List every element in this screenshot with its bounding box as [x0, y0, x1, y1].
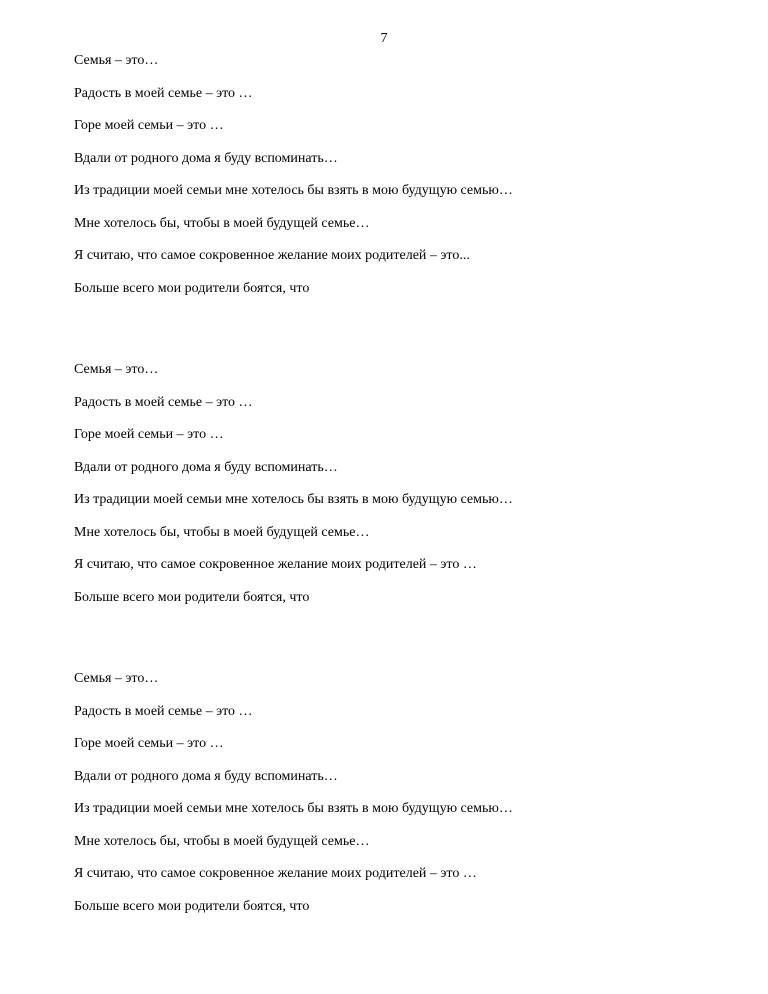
prompt-line: Я считаю, что самое сокровенное желание моих родителей – это...	[74, 248, 470, 263]
questionnaire-block-1	[74, 52, 714, 298]
prompt-line: Я считаю, что самое сокровенное желание моих родителей – это …	[74, 557, 477, 572]
prompt-line: Больше всего мои родители боятся, что	[74, 280, 310, 296]
prompt-line: Мне хотелось бы, чтобы в моей будущей семье…	[74, 215, 370, 231]
prompt-line: Радость в моей семье – это …	[74, 85, 253, 101]
prompt-line: Семья – это…	[74, 671, 159, 686]
questionnaire-block-3	[74, 670, 714, 916]
prompt-line: Из традиции моей семьи мне хотелось бы взять в мою будущую семью…	[74, 801, 513, 816]
prompt-line: Вдали от родного дома я буду вспоминать…	[74, 768, 338, 784]
prompt-line: Семья – это…	[74, 362, 159, 377]
prompt-line: Мне хотелось бы, чтобы в моей будущей семье…	[74, 524, 370, 540]
prompt-line: Горе моей семьи – это …	[74, 118, 224, 133]
prompt-line: Я считаю, что самое сокровенное желание моих родителей – это …	[74, 866, 477, 881]
prompt-line: Семья – это…	[74, 53, 159, 68]
prompt-line: Вдали от родного дома я буду вспоминать…	[74, 150, 338, 166]
prompt-line: Из традиции моей семьи мне хотелось бы взять в мою будущую семью…	[74, 183, 513, 198]
prompt-line: Радость в моей семье – это …	[74, 703, 253, 719]
questionnaire-block-2	[74, 361, 714, 607]
prompt-line: Из традиции моей семьи мне хотелось бы взять в мою будущую семью…	[74, 492, 513, 507]
prompt-line: Мне хотелось бы, чтобы в моей будущей семье…	[74, 833, 370, 849]
prompt-line: Горе моей семьи – это …	[74, 736, 224, 751]
prompt-line: Больше всего мои родители боятся, что	[74, 589, 310, 605]
prompt-line: Больше всего мои родители боятся, что	[74, 898, 310, 914]
prompt-line: Радость в моей семье – это …	[74, 394, 253, 410]
prompt-line: Вдали от родного дома я буду вспоминать…	[74, 459, 338, 475]
prompt-line: Горе моей семьи – это …	[74, 427, 224, 442]
page-number: 7	[380, 31, 388, 46]
